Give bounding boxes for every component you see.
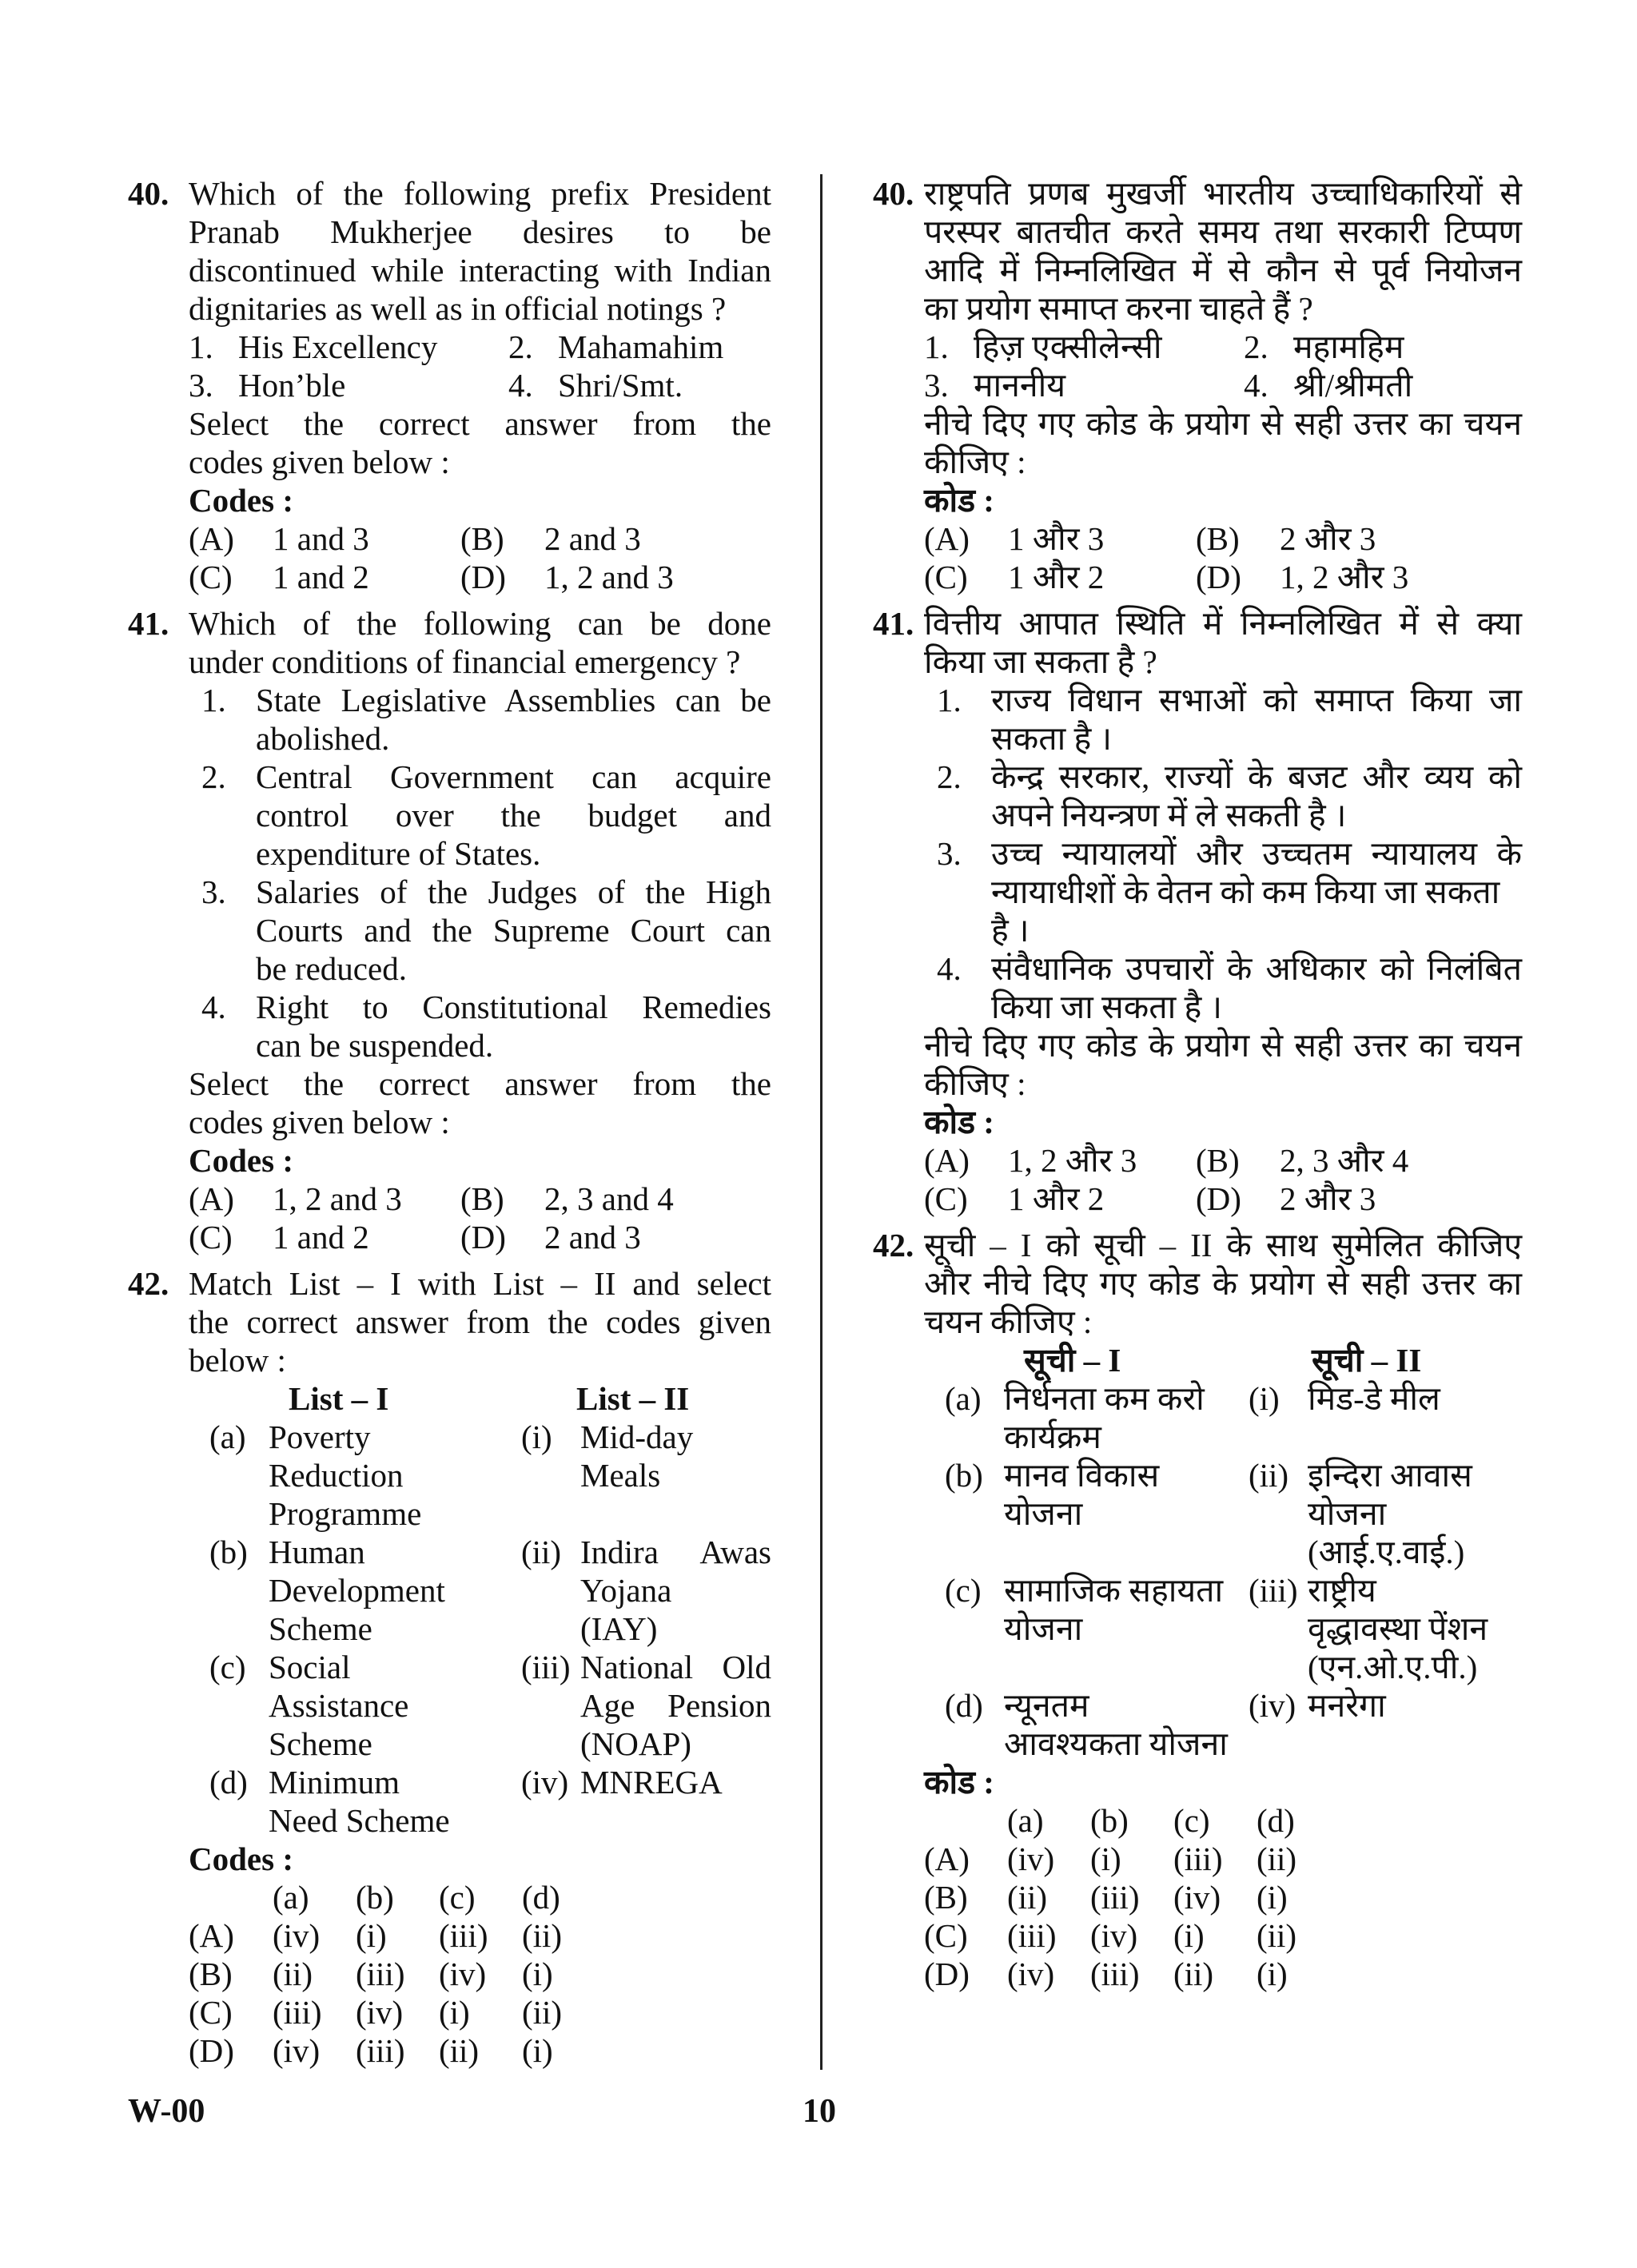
option-row — [924, 366, 1522, 404]
code-letter: (A) — [924, 1142, 970, 1179]
grid-cell: (C) — [924, 1917, 968, 1954]
grid-cell: (iii) — [356, 2032, 405, 2069]
question-number: 40. — [873, 175, 914, 212]
grid-cell: (iv) — [1090, 1917, 1138, 1954]
instruction-line: कीजिए : — [924, 444, 1026, 480]
list-2-heading: List – II — [576, 1380, 690, 1417]
match-list-header — [189, 1379, 771, 1418]
question-number: 42. — [128, 1265, 169, 1302]
english-column — [128, 174, 771, 2078]
statement-list — [189, 681, 771, 1064]
list-1-line: Poverty — [269, 1418, 371, 1455]
instruction-line: Select the correct answer from the — [189, 1065, 771, 1102]
code-value: 2, 3 and 4 — [544, 1180, 674, 1217]
option-text: श्री/श्रीमती — [1293, 367, 1413, 404]
code-letter: (A) — [924, 520, 970, 557]
statement-item — [937, 758, 1522, 834]
grid-cell: (i) — [356, 1917, 387, 1954]
match-row — [924, 1571, 1522, 1686]
paper-code: W-00 — [128, 2093, 205, 2130]
codes-label: कोड : — [924, 1764, 994, 1800]
list-1-line: Minimum — [269, 1764, 400, 1800]
code-value: 1, 2 and 3 — [544, 559, 674, 595]
instruction-line: कीजिए : — [924, 1065, 1026, 1102]
list-1-line: न्यूनतम — [1004, 1687, 1089, 1724]
list-1-key: (b) — [945, 1457, 983, 1494]
list-1-line: योजना — [1004, 1610, 1083, 1647]
list-1-key: (d) — [945, 1687, 983, 1724]
hindi-column — [873, 174, 1522, 2001]
statement-line: can be suspended. — [256, 1027, 494, 1064]
grid-cell: (a) — [273, 1879, 309, 1916]
code-letter: (C) — [189, 559, 233, 595]
list-1-line: योजना — [1004, 1495, 1083, 1532]
question-number: 41. — [128, 605, 169, 642]
grid-cell: (ii) — [1007, 1879, 1048, 1916]
answer-codes-row — [924, 558, 1522, 596]
option-number: 1. — [924, 328, 949, 365]
grid-cell — [189, 1878, 273, 1916]
question-text-line: Which of the following can be done — [189, 605, 771, 642]
answer-codes-grid — [189, 1878, 771, 2070]
code-letter: (B) — [460, 1180, 504, 1217]
question-text-line: का प्रयोग समाप्त करना चाहते हैं ? — [924, 290, 1313, 327]
list-2-key: (i) — [521, 1418, 552, 1455]
question-text-line: below : — [189, 1342, 286, 1379]
grid-cell: (c) — [1173, 1802, 1210, 1839]
grid-cell: (iii) — [356, 1956, 405, 1992]
grid-cell: (i) — [1257, 1956, 1288, 1992]
option-number: 1. — [189, 328, 213, 365]
list-1-key: (c) — [209, 1649, 246, 1685]
list-2-heading: सूची – II — [1312, 1342, 1422, 1379]
code-value: 1 और 2 — [1008, 1180, 1105, 1217]
grid-cell: (iv) — [356, 1994, 404, 2031]
list-2-line: राष्ट्रीय — [1308, 1572, 1376, 1609]
code-value: 1 and 3 — [273, 520, 369, 557]
question-41-hindi — [873, 604, 1522, 1218]
code-value: 2 और 3 — [1280, 1180, 1376, 1217]
match-row — [189, 1418, 771, 1533]
answer-codes-grid — [924, 1801, 1522, 1993]
grid-cell: (i) — [1090, 1840, 1121, 1877]
statement-line: Central Government can acquire — [256, 758, 771, 795]
list-1-line: Need Scheme — [269, 1802, 450, 1839]
grid-cell: (iv) — [273, 1917, 321, 1954]
list-2-key: (iii) — [521, 1649, 571, 1685]
list-1-key: (a) — [209, 1418, 246, 1455]
answer-codes-row — [189, 519, 771, 558]
question-text-line: Pranab Mukherjee desires to be — [189, 213, 771, 250]
option-number: 4. — [1244, 367, 1269, 404]
code-value: 2, 3 और 4 — [1280, 1142, 1409, 1179]
question-42-hindi — [873, 1226, 1522, 1993]
match-row — [924, 1379, 1522, 1456]
statement-line: केन्द्र सरकार, राज्यों के बजट और व्यय को — [991, 758, 1522, 795]
question-text-line: चयन कीजिए : — [924, 1303, 1093, 1340]
statement-line: abolished. — [256, 720, 390, 757]
code-letter: (C) — [924, 559, 968, 595]
list-2-line: (NOAP) — [580, 1725, 691, 1762]
match-row — [189, 1763, 771, 1840]
grid-cell: (iv) — [1007, 1956, 1055, 1992]
list-2-line: Meals — [580, 1457, 661, 1494]
grid-cell: (d) — [1257, 1802, 1295, 1839]
option-text: महामहिम — [1293, 328, 1404, 365]
grid-cell: (d) — [522, 1879, 560, 1916]
question-text-line: सूची – I को सूची – II के साथ सुमेलित कीजिए — [924, 1227, 1522, 1263]
statement-line: State Legislative Assemblies can be — [256, 682, 771, 718]
grid-cell: (iii) — [1007, 1917, 1057, 1954]
statement-line: Salaries of the Judges of the High — [256, 873, 771, 910]
list-1-line: Scheme — [269, 1610, 372, 1647]
instruction-line: codes given below : — [189, 1104, 450, 1140]
question-41 — [128, 604, 771, 1256]
statement-line: Courts and the Supreme Court can — [256, 912, 771, 949]
grid-cell: (i) — [1257, 1879, 1288, 1916]
list-1-heading: List – I — [289, 1380, 389, 1417]
grid-cell: (iii) — [1090, 1956, 1140, 1992]
list-1-line: आवश्यकता योजना — [1004, 1725, 1228, 1762]
grid-cell: (ii) — [439, 2032, 480, 2069]
grid-cell: (D) — [924, 1956, 970, 1992]
code-letter: (B) — [1196, 1142, 1240, 1179]
answer-codes-row — [189, 558, 771, 596]
grid-cell: (A) — [924, 1840, 970, 1877]
list-1-line: कार्यक्रम — [1004, 1418, 1101, 1455]
option-number: 2. — [1244, 328, 1269, 365]
list-1-key: (a) — [945, 1380, 982, 1417]
grid-cell: (iii) — [1090, 1879, 1140, 1916]
grid-cell: (iii) — [439, 1917, 488, 1954]
grid-cell: (ii) — [1257, 1840, 1297, 1877]
match-row — [924, 1456, 1522, 1571]
grid-cell: (iv) — [1173, 1879, 1221, 1916]
list-1-key: (b) — [209, 1534, 248, 1570]
list-1-line: Assistance — [269, 1687, 409, 1724]
list-2-line: योजना — [1308, 1495, 1387, 1532]
answer-codes-row — [924, 1180, 1522, 1218]
option-number: 3. — [924, 367, 949, 404]
codes-label: Codes : — [189, 1840, 293, 1877]
codes-label: कोड : — [924, 1104, 994, 1140]
grid-cell: (iv) — [1007, 1840, 1055, 1877]
question-text-line: परस्पर बातचीत करते समय तथा सरकारी टिप्पण — [924, 213, 1522, 250]
code-value: 1, 2 और 3 — [1008, 1142, 1137, 1179]
list-2-line: Age Pension — [580, 1687, 771, 1724]
match-row — [189, 1533, 771, 1648]
code-value: 1, 2 and 3 — [273, 1180, 402, 1217]
answer-codes-row — [189, 1218, 771, 1256]
grid-cell: (B) — [189, 1956, 233, 1992]
list-1-line: निर्धनता कम करो — [1004, 1380, 1205, 1417]
code-letter: (A) — [189, 1180, 234, 1217]
statement-line: सकता है । — [991, 720, 1113, 757]
statement-number: 2. — [937, 758, 962, 795]
question-text-line: under conditions of financial emergency ? — [189, 643, 741, 680]
grid-cell: (C) — [189, 1994, 233, 2031]
list-2-line: इन्दिरा आवास — [1308, 1457, 1472, 1494]
list-1-line: सामाजिक सहायता — [1004, 1572, 1224, 1609]
list-2-key: (iii) — [1249, 1572, 1298, 1609]
grid-cell: (ii) — [522, 1917, 563, 1954]
code-letter: (D) — [1196, 1180, 1241, 1217]
grid-cell: (i) — [522, 2032, 553, 2069]
grid-cell: (iii) — [1173, 1840, 1223, 1877]
code-value: 1, 2 और 3 — [1280, 559, 1409, 595]
match-list-header — [924, 1341, 1522, 1379]
option-text: Mahamahim — [558, 328, 724, 365]
statement-number: 3. — [201, 873, 226, 910]
list-1-line: मानव विकास — [1004, 1457, 1160, 1494]
instruction-line: codes given below : — [189, 444, 450, 480]
question-text-line: राष्ट्रपति प्रणब मुखर्जी भारतीय उच्चाधिकारियों से — [924, 175, 1522, 212]
code-value: 1 और 3 — [1008, 520, 1105, 557]
statement-line: न्यायाधीशों के वेतन को कम किया जा सकता है । — [991, 873, 1500, 949]
question-text-line: the correct answer from the codes given — [189, 1303, 771, 1340]
code-value: 1 और 2 — [1008, 559, 1105, 595]
option-row — [189, 366, 771, 404]
codes-label: Codes : — [189, 482, 293, 519]
code-letter: (D) — [1196, 559, 1241, 595]
grid-cell: (iii) — [273, 1994, 322, 2031]
statement-number: 4. — [937, 950, 962, 987]
code-value: 2 and 3 — [544, 1219, 641, 1255]
list-1-key: (d) — [209, 1764, 248, 1800]
statement-item — [937, 681, 1522, 758]
question-text-line: वित्तीय आपात स्थिति में निम्नलिखित में से क्या — [924, 605, 1522, 642]
list-2-line: (एन.ओ.ए.पी.) — [1308, 1649, 1478, 1685]
statement-item — [201, 988, 771, 1064]
question-text-line: Which of the following prefix President — [189, 175, 771, 212]
statement-number: 4. — [201, 989, 226, 1025]
list-1-heading: सूची – I — [1024, 1342, 1121, 1379]
option-number: 2. — [508, 328, 533, 365]
question-text-line: Match List – I with List – II and select — [189, 1265, 771, 1302]
grid-cell: (i) — [1173, 1917, 1205, 1954]
code-letter: (B) — [460, 520, 504, 557]
code-value: 2 and 3 — [544, 520, 641, 557]
grid-cell: (D) — [189, 2032, 234, 2069]
statement-line: Right to Constitutional Remedies — [256, 989, 771, 1025]
option-text: Shri/Smt. — [558, 367, 683, 404]
list-2-line: वृद्धावस्था पेंशन — [1308, 1610, 1488, 1647]
list-2-line: MNREGA — [580, 1764, 723, 1800]
question-text-line: dignitaries as well as in official notings ? — [189, 290, 727, 327]
grid-cell: (c) — [439, 1879, 476, 1916]
list-2-line: National Old — [580, 1649, 771, 1685]
code-value: 2 और 3 — [1280, 520, 1376, 557]
list-2-key: (iv) — [1249, 1687, 1296, 1724]
question-text-line: और नीचे दिए गए कोड के प्रयोग से सही उत्तर का — [924, 1265, 1522, 1302]
statement-list — [924, 681, 1522, 1026]
question-40-hindi — [873, 174, 1522, 596]
grid-cell: (B) — [924, 1879, 968, 1916]
question-number: 40. — [128, 175, 169, 212]
statement-number: 1. — [937, 682, 962, 718]
code-value: 1 and 2 — [273, 559, 369, 595]
question-text-line: discontinued while interacting with Indian — [189, 252, 771, 288]
list-2-line: Indira Awas — [580, 1534, 771, 1570]
answer-codes-row — [189, 1180, 771, 1218]
statement-item — [937, 834, 1522, 949]
statement-item — [201, 873, 771, 988]
list-2-line: (IAY) — [580, 1610, 658, 1647]
statement-item — [201, 758, 771, 873]
list-2-line: Mid-day — [580, 1418, 694, 1455]
grid-cell: (ii) — [273, 1956, 313, 1992]
list-1-line: Human — [269, 1534, 365, 1570]
grid-cell: (b) — [356, 1879, 394, 1916]
statement-item — [201, 681, 771, 758]
grid-cell: (A) — [189, 1917, 234, 1954]
list-2-line: मिड-डे मील — [1308, 1380, 1440, 1417]
answer-codes-row — [924, 1141, 1522, 1180]
list-1-line: Development — [269, 1572, 445, 1609]
list-1-line: Scheme — [269, 1725, 372, 1762]
statement-item — [937, 949, 1522, 1026]
code-letter: (B) — [1196, 520, 1240, 557]
option-text: Hon’ble — [238, 367, 346, 404]
statement-line: उच्च न्यायालयों और उच्चतम न्यायालय के — [991, 835, 1522, 872]
codes-label: Codes : — [189, 1142, 293, 1179]
page-number: 10 — [803, 2093, 836, 2130]
list-2-line: (आई.ए.वाई.) — [1308, 1534, 1465, 1570]
answer-codes-row — [924, 519, 1522, 558]
grid-cell: (ii) — [1257, 1917, 1297, 1954]
option-number: 4. — [508, 367, 533, 404]
list-2-key: (iv) — [521, 1764, 569, 1800]
question-number: 42. — [873, 1227, 914, 1263]
list-2-key: (ii) — [521, 1534, 562, 1570]
list-1-line: Programme — [269, 1495, 422, 1532]
list-2-key: (i) — [1249, 1380, 1280, 1417]
statement-line: control over the budget and — [256, 797, 771, 834]
match-row — [924, 1686, 1522, 1763]
grid-cell: (b) — [1090, 1802, 1129, 1839]
code-value: 1 and 2 — [273, 1219, 369, 1255]
code-letter: (C) — [924, 1180, 968, 1217]
statement-line: अपने नियन्त्रण में ले सकती है । — [991, 797, 1347, 834]
statement-line: be reduced. — [256, 950, 407, 987]
question-number: 41. — [873, 605, 914, 642]
list-2-line: Yojana — [580, 1572, 672, 1609]
grid-cell: (ii) — [522, 1994, 563, 2031]
statement-line: किया जा सकता है । — [991, 989, 1223, 1025]
instruction-line: Select the correct answer from the — [189, 405, 771, 442]
question-40 — [128, 174, 771, 596]
option-number: 3. — [189, 367, 213, 404]
question-text-line: आदि में निम्नलिखित में से कौन से पूर्व नियोजन — [924, 252, 1522, 288]
option-row — [189, 328, 771, 366]
option-row — [924, 328, 1522, 366]
statement-line: राज्य विधान सभाओं को समाप्त किया जा — [991, 682, 1522, 718]
statement-line: संवैधानिक उपचारों के अधिकार को निलंबित — [991, 950, 1522, 987]
grid-cell: (ii) — [1173, 1956, 1214, 1992]
statement-number: 3. — [937, 835, 962, 872]
statement-number: 1. — [201, 682, 226, 718]
statement-number: 2. — [201, 758, 226, 795]
option-text: माननीय — [974, 367, 1066, 404]
code-letter: (D) — [460, 559, 506, 595]
match-row — [189, 1648, 771, 1763]
grid-cell: (a) — [1007, 1802, 1044, 1839]
grid-cell: (i) — [439, 1994, 470, 2031]
list-2-line: मनरेगा — [1308, 1687, 1386, 1724]
option-text: His Excellency — [238, 328, 438, 365]
question-text-line: किया जा सकता है ? — [924, 643, 1157, 680]
instruction-line: नीचे दिए गए कोड के प्रयोग से सही उत्तर का चयन — [924, 405, 1522, 442]
code-letter: (D) — [460, 1219, 506, 1255]
codes-label: कोड : — [924, 482, 994, 519]
code-letter: (C) — [189, 1219, 233, 1255]
instruction-line: नीचे दिए गए कोड के प्रयोग से सही उत्तर का चयन — [924, 1027, 1522, 1064]
statement-line: expenditure of States. — [256, 835, 541, 872]
grid-cell: (i) — [522, 1956, 553, 1992]
grid-cell: (iv) — [273, 2032, 321, 2069]
option-text: हिज़ एक्सीलेन्सी — [974, 328, 1162, 365]
column-divider — [820, 174, 822, 2070]
grid-cell: (iv) — [439, 1956, 487, 1992]
list-2-key: (ii) — [1249, 1457, 1289, 1494]
list-1-line: Social — [269, 1649, 351, 1685]
question-42 — [128, 1264, 771, 2070]
list-1-line: Reduction — [269, 1457, 404, 1494]
code-letter: (A) — [189, 520, 234, 557]
grid-cell — [924, 1801, 1007, 1840]
list-1-key: (c) — [945, 1572, 982, 1609]
